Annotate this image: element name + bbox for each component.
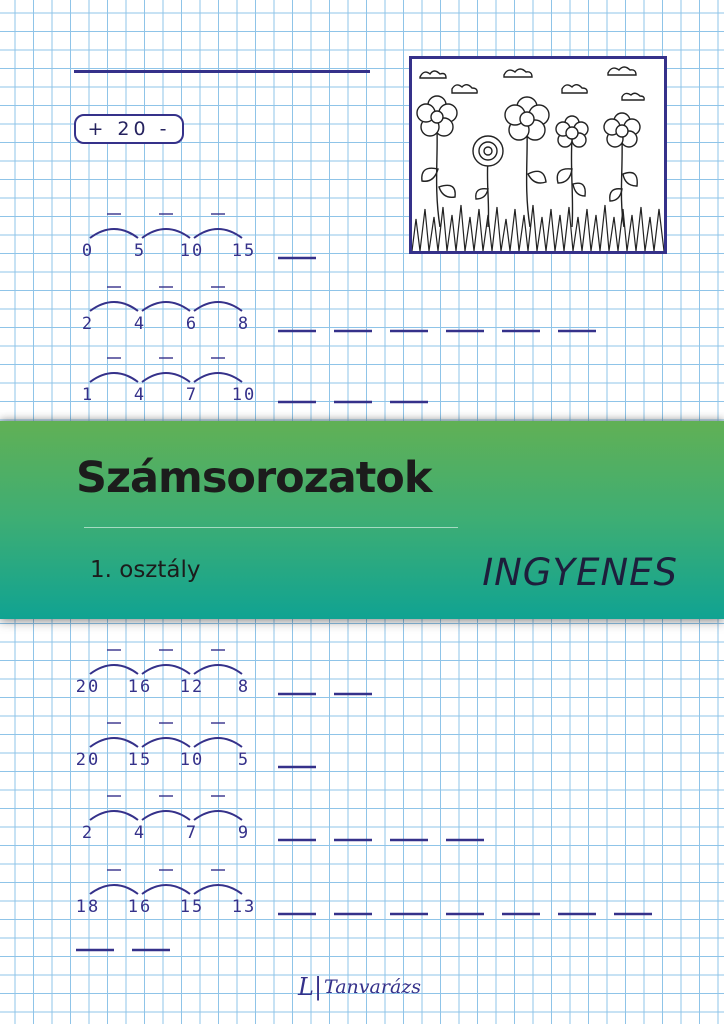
sequence-row [82,287,596,334]
step-arc [90,885,138,894]
step-arc [142,738,190,747]
banner-divider [84,527,458,528]
sequence-number: 9 [237,823,251,843]
step-arc [90,373,138,382]
free-label: INGYENES [482,551,678,594]
sequence-number: 10 [231,385,257,405]
sequence-number: 12 [179,677,205,697]
step-arc [90,229,138,238]
sequence-number: 6 [185,314,199,334]
step-arc [194,229,242,238]
page-title: Számsorozatok [76,453,432,503]
step-arc [90,738,138,747]
step-arc [142,665,190,674]
sequence-number: 16 [127,897,153,917]
sequence-number: 7 [185,823,199,843]
name-writing-line [74,70,370,73]
flower-garden-picture [409,56,667,254]
step-arc [194,373,242,382]
flower-garden-icon [412,59,664,251]
sequence-row [82,796,484,843]
sequence-number: 2 [81,314,95,334]
sequence-number: 18 [75,897,101,917]
step-arc [90,302,138,311]
sequence-row [76,723,316,770]
operation-badge: + 20 - [74,114,184,144]
step-arc [90,665,138,674]
sequence-number: 8 [237,677,251,697]
sequence-number: 15 [179,897,205,917]
step-arc [194,811,242,820]
sequence-row [82,214,316,261]
step-arc [194,885,242,894]
sequence-number: 5 [237,750,251,770]
title-banner [0,421,724,619]
step-arc [142,302,190,311]
sequence-number: 13 [231,897,257,917]
step-arc [90,811,138,820]
sequence-row [76,650,372,697]
grade-label: 1. osztály [90,557,201,583]
sequence-number: 1 [81,385,95,405]
sequence-number: 7 [185,385,199,405]
sequence-number: 5 [133,241,147,261]
sequence-row [82,358,428,405]
step-arc [142,811,190,820]
step-arc [194,302,242,311]
logo-text: Tanvarázs [324,976,422,998]
sequence-number: 20 [75,677,101,697]
sequence-number: 8 [237,314,251,334]
step-arc [194,665,242,674]
step-arc [194,738,242,747]
sequence-number: 15 [127,750,153,770]
sequence-number: 4 [133,314,147,334]
sequence-number: 10 [179,750,205,770]
logo-mark-icon: L| [298,973,323,1001]
publisher-logo [298,972,421,1002]
sequence-number: 10 [179,241,205,261]
sequence-number: 0 [81,241,95,261]
step-arc [142,229,190,238]
step-arc [142,885,190,894]
sequence-number: 15 [231,241,257,261]
sequence-number: 4 [133,823,147,843]
sequence-number: 4 [133,385,147,405]
sequence-number: 20 [75,750,101,770]
sequence-row [76,870,652,950]
step-arc [142,373,190,382]
sequence-number: 16 [127,677,153,697]
sequence-number: 2 [81,823,95,843]
